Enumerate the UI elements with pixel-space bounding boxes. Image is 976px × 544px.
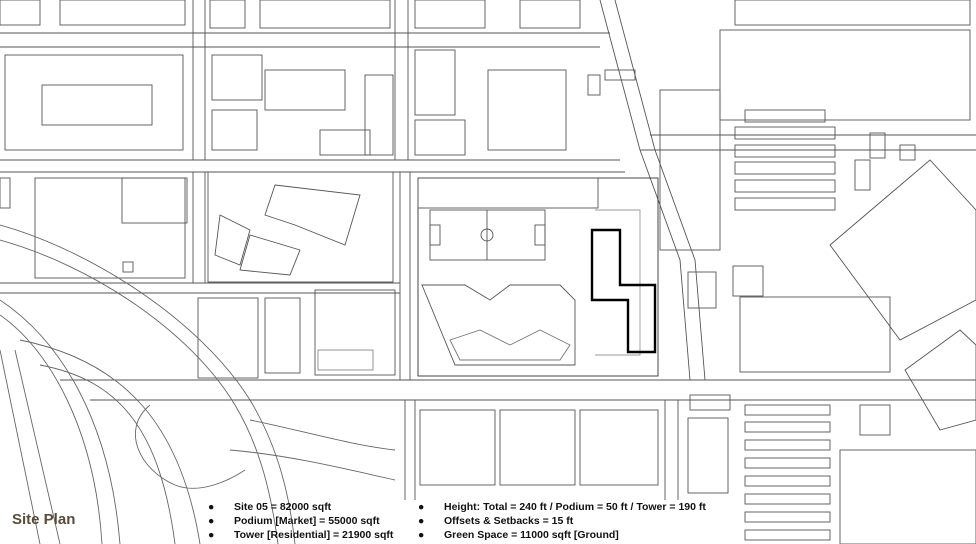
note-text: Podium [Market] = 55000 sqft	[234, 515, 380, 527]
note-text: Green Space = 11000 sqft [Ground]	[444, 529, 619, 541]
note-text: Offsets & Setbacks = 15 ft	[444, 515, 574, 527]
east-district	[588, 0, 976, 544]
site-notes-right	[418, 500, 706, 542]
note-row	[418, 500, 706, 514]
bullet-icon: ●	[418, 515, 425, 527]
note-row	[418, 528, 706, 542]
note-row	[208, 514, 393, 528]
bullet-icon: ●	[418, 529, 425, 541]
bullet-icon: ●	[208, 501, 215, 513]
residential-tower-footprint	[592, 230, 655, 352]
top-blocks	[0, 0, 580, 155]
highway-interchange	[0, 225, 395, 544]
middle-blocks	[0, 172, 395, 378]
note-row	[208, 528, 393, 542]
note-text: Tower [Residential] = 21900 sqft	[234, 529, 394, 541]
bottom-blocks	[420, 395, 730, 493]
bullet-icon: ●	[208, 515, 215, 527]
site-notes-left	[208, 500, 393, 542]
bullet-icon: ●	[208, 529, 215, 541]
site-05	[418, 178, 658, 376]
note-text: Height: Total = 240 ft / Podium = 50 ft / Tower = 190 ft	[444, 501, 706, 513]
page-title: Site Plan	[12, 511, 76, 528]
note-row	[208, 500, 393, 514]
bullet-icon: ●	[418, 501, 425, 513]
note-text: Site 05 = 82000 sqft	[234, 501, 332, 513]
note-row	[418, 514, 706, 528]
